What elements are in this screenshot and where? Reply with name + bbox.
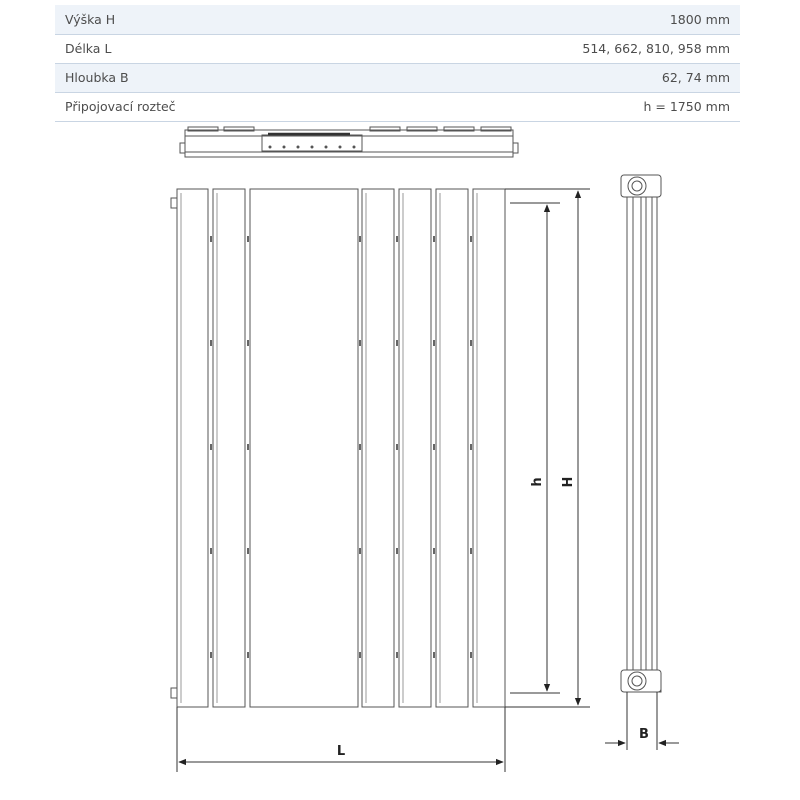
top-view-bracket <box>262 135 362 151</box>
radiator-panel <box>177 189 208 707</box>
radiator-panel <box>399 189 431 707</box>
top-view-right-cap <box>513 143 518 153</box>
dimension-label-L: L <box>336 744 346 759</box>
radiator-panel <box>213 189 245 707</box>
spec-label: Hloubka B <box>55 63 355 92</box>
dimension-label-H: H <box>561 476 576 488</box>
top-view-left-cap <box>180 143 185 153</box>
front-top-connection <box>171 198 177 208</box>
radiator-panel <box>473 189 505 707</box>
top-pipe-connection-inner <box>632 181 642 191</box>
front-bottom-connection <box>171 688 177 698</box>
spec-label: Připojovací rozteč <box>55 92 355 121</box>
radiator-panel <box>362 189 394 707</box>
spec-value: 1800 mm <box>355 5 740 34</box>
front-view <box>171 189 505 707</box>
dimension-h <box>510 203 560 693</box>
bottom-pipe-connection-inner <box>632 676 642 686</box>
spec-value: 62, 74 mm <box>355 63 740 92</box>
top-view-bracket-holes <box>269 146 356 149</box>
top-view <box>180 127 518 157</box>
radiator-panel-wide <box>250 189 358 707</box>
spec-label: Výška H <box>55 5 355 34</box>
dimension-label-B: B <box>639 727 649 742</box>
side-view <box>621 175 661 692</box>
spec-value: 514, 662, 810, 958 mm <box>355 34 740 63</box>
radiator-panel <box>436 189 468 707</box>
spec-value: h = 1750 mm <box>355 92 740 121</box>
dimension-label-h: h <box>530 477 545 487</box>
dimension-L <box>177 707 505 772</box>
spec-label: Délka L <box>55 34 355 63</box>
